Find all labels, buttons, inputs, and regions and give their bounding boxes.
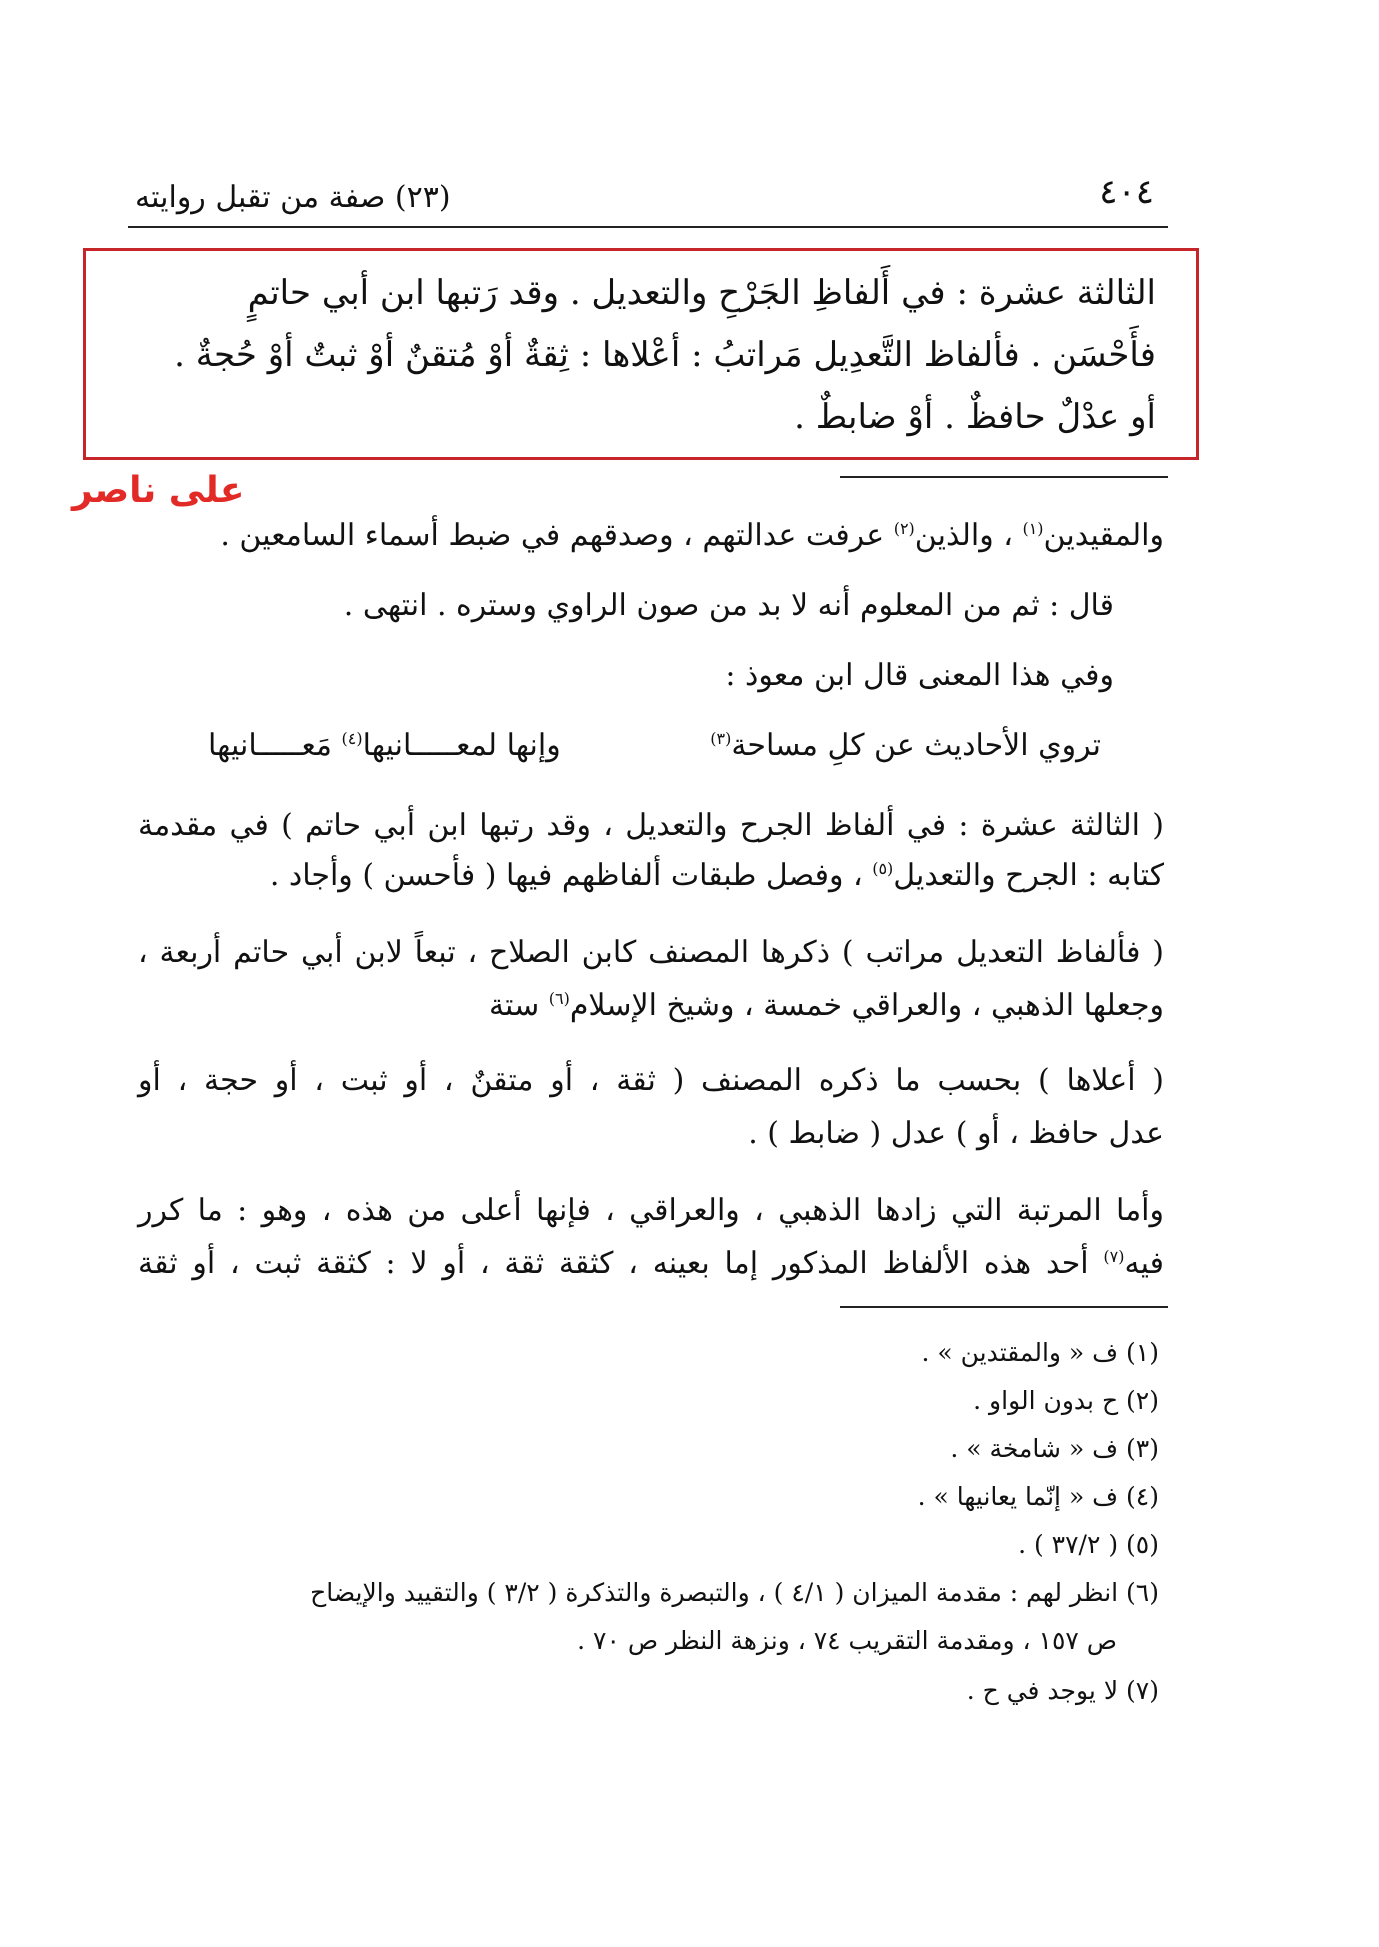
footnote-5: (٥) ( ٣٧/٢ ) . <box>1018 1530 1159 1559</box>
signature-stamp: على ناصر <box>72 470 245 511</box>
highlight-line-3: أو عدْلٌ حافظٌ . أوْ ضابطٌ . <box>794 397 1156 437</box>
footnote-4: (٤) ف « إنّما يعانيها » . <box>917 1482 1159 1511</box>
footnote-rule <box>840 1306 1168 1308</box>
body-line-2: قال : ثم من المعلوم أنه لا بد من صون الراوي وستره . انتهى . <box>343 588 1114 623</box>
body-line-11: وأما المرتبة التي زادها الذهبي ، والعراقي ، فإنها أعلى من هذه ، وهو : ما كرر <box>138 1193 1164 1228</box>
body-line-5: ( الثالثة عشرة : في ألفاظ الجرح والتعديل ، وقد رتبها ابن أبي حاتم ) في مقدمة <box>138 808 1164 843</box>
page-number: ٤٠٤ <box>1099 172 1154 212</box>
footnote-7: (٧) لا يوجد في ح . <box>966 1676 1159 1705</box>
body-line-9: ( أعلاها ) بحسب ما ذكره المصنف ( ثقة ، أو متقنٌ ، أو ثبت ، أو حجة ، أو <box>138 1063 1164 1098</box>
body-line-1: والمقيدين$^{(١)}$ ، والذين$^{(٢)}$ عرفت عدالتهم ، وصدقهم في ضبط أسماء السامعين . <box>220 518 1164 553</box>
body-line-10: عدل حافظ ، أو ) عدل ( ضابط ) . <box>748 1116 1164 1151</box>
header-rule <box>128 226 1168 228</box>
highlight-box <box>83 248 1199 460</box>
body-line-3: وفي هذا المعنى قال ابن معوذ : <box>725 658 1114 693</box>
body-line-6: كتابه : الجرح والتعديل$^{(٥)}$ ، وفصل طبقات ألفاظهم فيها ( فأحسن ) وأجاد . <box>269 858 1164 893</box>
footnote-6-continued: ص ١٥٧ ، ومقدمة التقريب ٧٤ ، ونزهة النظر ص ٧٠ . <box>577 1626 1117 1655</box>
footnote-6: (٦) انظر لهم : مقدمة الميزان ( ٤/١ ) ، والتبصرة والتذكرة ( ٣/٢ ) والتقييد والإيضاح <box>310 1578 1159 1607</box>
highlight-line-1: الثالثة عشرة : في أَلفاظِ الجَرْحِ والتعديل . وقد رَتبها ابن أبي حاتمٍ <box>247 273 1156 313</box>
highlight-line-2: فأَحْسَن . فألفاظ التَّعدِيل مَراتبُ : أعْلاها : ثِقةٌ أوْ مُتقنٌ أوْ ثبتٌ أوْ حُجةٌ . <box>174 335 1156 375</box>
body-line-7: ( فألفاظ التعديل مراتب ) ذكرها المصنف كابن الصلاح ، تبعاً لابن أبي حاتم أربعة ، <box>138 935 1164 970</box>
footnote-3: (٣) ف « شامخة » . <box>950 1434 1159 1463</box>
verse-first-hemistich: تروي الأحاديث عن كلِ مساحة$^{(٣)}$ <box>710 728 1101 763</box>
running-title: (٢٣) صفة من تقبل روايته <box>135 180 451 215</box>
verse-second-hemistich: وإنها لمعـــــانيها$^{(٤)}$ مَعـــــانيها <box>208 728 561 763</box>
footnote-2: (٢) ح بدون الواو . <box>973 1386 1159 1415</box>
footnote-1: (١) ف « والمقتدين » . <box>921 1338 1159 1367</box>
body-line-8: وجعلها الذهبي ، والعراقي خمسة ، وشيخ الإسلام$^{(٦)}$ ستة <box>488 988 1164 1023</box>
section-rule <box>840 476 1168 478</box>
body-line-12: فيه$^{(٧)}$ أحد هذه الألفاظ المذكور إما بعينه ، كثقة ثقة ، أو لا : كثقة ثبت ، أو ثقة <box>138 1246 1164 1281</box>
